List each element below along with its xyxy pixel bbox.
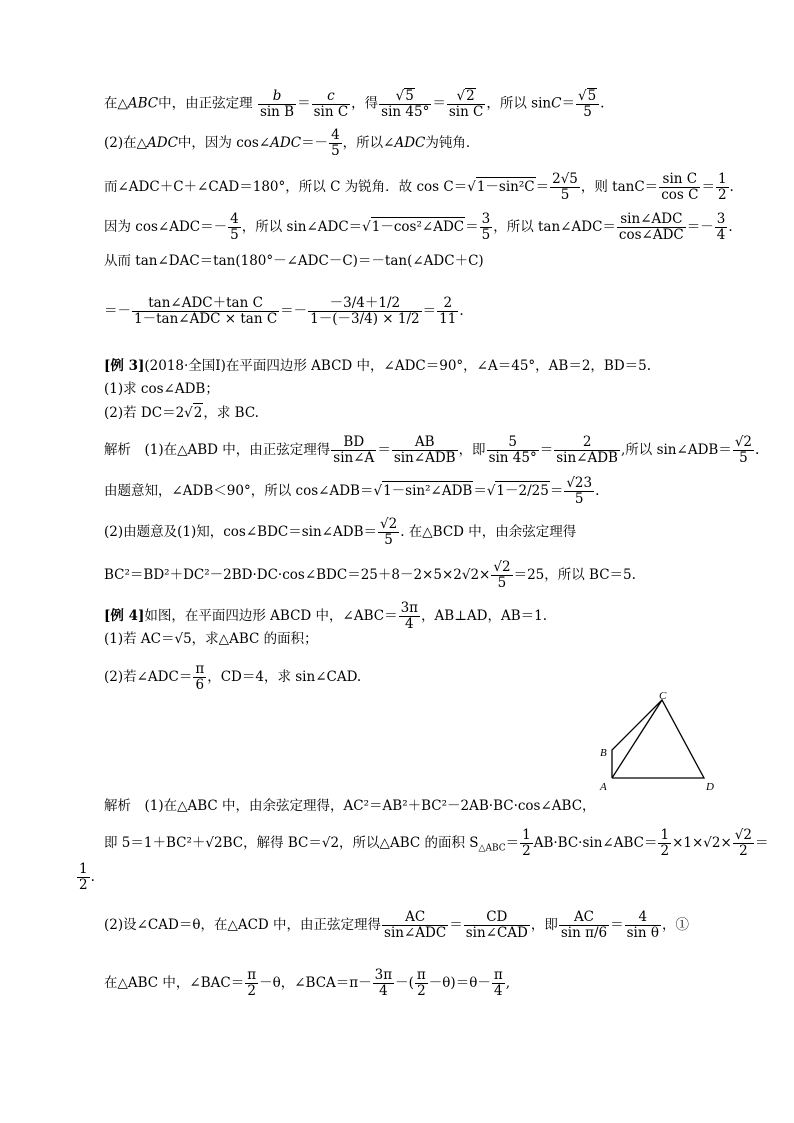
text: ABC bbox=[127, 95, 159, 112]
text: －θ)＝θ－ bbox=[428, 975, 491, 991]
numerator: 4 bbox=[331, 127, 340, 143]
numerator: π bbox=[195, 661, 205, 677]
denominator: 5 bbox=[739, 450, 748, 466]
text: ＝25，所以 BC＝5. bbox=[513, 567, 636, 583]
numerator: BD bbox=[331, 435, 376, 451]
numerator: 3π bbox=[374, 967, 393, 983]
denominator: 1－tan∠ADC × tan C bbox=[134, 311, 278, 327]
numerator: CD bbox=[464, 910, 530, 926]
denominator: sin θ bbox=[626, 925, 659, 941]
fraction bbox=[382, 910, 448, 941]
numerator: sin C bbox=[659, 172, 700, 188]
denominator: sin∠ADB bbox=[393, 450, 456, 466]
numerator: √2 bbox=[734, 434, 753, 450]
numerator: 1 bbox=[79, 861, 88, 877]
line-tan-adc: 因为 cos∠ADC＝－ $\frac{4}{5}$ ，所以 sin∠ADC＝√1－cos²∠ADC＝ $\frac{3}{5}$ ，所以 tan∠ADC＝ $\frac{\text{sin∠ADC}}{\text{cos∠ADC}}$ ＝－ $\frac{3}{4}$ . bbox=[104, 211, 733, 243]
denominator: 5 bbox=[230, 227, 239, 243]
fraction bbox=[564, 476, 594, 507]
numerator: b bbox=[272, 87, 282, 104]
text: . bbox=[459, 303, 464, 319]
fraction bbox=[659, 172, 700, 203]
fraction bbox=[715, 212, 728, 243]
quad-outline bbox=[612, 700, 704, 778]
fraction bbox=[464, 910, 530, 941]
numerator: tan∠ADC＋tan C bbox=[132, 296, 279, 312]
text: (1)求 cos∠ADB； bbox=[104, 381, 219, 397]
example-3-title bbox=[104, 357, 651, 375]
numerator: √23 bbox=[566, 475, 593, 491]
denominator: cos∠ADC bbox=[618, 227, 684, 243]
fraction bbox=[77, 862, 90, 893]
denominator: sin∠ADC bbox=[384, 925, 447, 941]
numerator: －3/4＋1/2 bbox=[308, 296, 421, 312]
numerator: 4 bbox=[625, 910, 661, 926]
text: ＝ bbox=[377, 442, 391, 458]
example-tag: [例 4] bbox=[104, 608, 145, 624]
text: ＝ bbox=[465, 219, 479, 235]
fraction bbox=[312, 89, 351, 120]
text: (2018·全国Ⅰ)在平面四边形 ABCD 中，∠ADC＝90°，∠A＝45°，AB＝2，BD＝5. bbox=[144, 358, 652, 374]
text: ，所以∠ bbox=[342, 135, 395, 151]
fraction bbox=[437, 296, 458, 327]
text: . bbox=[90, 869, 95, 885]
example-3-q2: (2)若 DC＝2√2，求 BC. bbox=[104, 405, 259, 421]
text: ＝ bbox=[755, 835, 769, 851]
label-B: B bbox=[600, 747, 607, 759]
example-4-q1 bbox=[104, 630, 318, 648]
text: ，则 tanC＝ bbox=[580, 179, 659, 195]
text: ＝－ bbox=[301, 135, 329, 151]
line-cos-adc: (2)在△ADC中，因为 cos∠ADC＝－ $\frac{4}{5}$ ，所以∠ADC为钝角． bbox=[104, 127, 480, 159]
fraction bbox=[392, 435, 458, 466]
text: AB·BC·sin∠ABC＝ bbox=[533, 835, 658, 851]
solution-3-line4 bbox=[104, 560, 636, 591]
denominator: 1－(－3/4) × 1/2 bbox=[310, 311, 420, 327]
text: (2)若∠ADC＝ bbox=[104, 669, 193, 685]
radicand: 1－sin²∠ADB bbox=[383, 483, 473, 499]
solution-4-line2 bbox=[104, 828, 769, 859]
denominator: sin C bbox=[448, 104, 484, 120]
text: (2)若 DC＝2 bbox=[104, 405, 185, 421]
denominator: 2 bbox=[522, 843, 531, 859]
text: 在△ bbox=[104, 95, 128, 112]
text: ＝ bbox=[535, 179, 550, 195]
line-tan-dac-result bbox=[104, 296, 464, 327]
fraction bbox=[617, 212, 686, 243]
fraction: $\frac{√5}{\sin 45^\circ}$ bbox=[381, 88, 430, 120]
numerator: 3 bbox=[481, 211, 491, 227]
denominator: sin∠A bbox=[333, 450, 375, 466]
fraction bbox=[228, 212, 241, 243]
text: . bbox=[728, 219, 733, 235]
fraction bbox=[658, 828, 671, 859]
denominator: sin∠CAD bbox=[465, 925, 528, 941]
solution-3-line1 bbox=[104, 435, 759, 466]
denominator: 5 bbox=[331, 143, 340, 159]
numerator: 2 bbox=[554, 435, 620, 451]
text: C bbox=[551, 95, 562, 112]
text: ，所以 tan∠ADC＝ bbox=[493, 219, 616, 235]
line-tan-dac bbox=[104, 252, 484, 270]
denominator: 4 bbox=[716, 227, 726, 243]
text: －θ，∠BCA＝π－ bbox=[259, 975, 372, 991]
numerator: √2 bbox=[734, 827, 752, 843]
denominator: 2 bbox=[417, 983, 426, 999]
numerator: 4 bbox=[230, 211, 239, 227]
text: ，得 bbox=[351, 95, 379, 112]
fraction bbox=[308, 296, 421, 327]
numerator: 3π bbox=[400, 600, 419, 616]
label-A: A bbox=[600, 781, 607, 793]
text: ＝ bbox=[432, 95, 446, 112]
fraction bbox=[554, 435, 620, 466]
example-4-title bbox=[104, 601, 547, 632]
text: 而∠ADC＋C＋∠CAD＝180°，所以 C 为锐角．故 cos C＝ bbox=[104, 179, 468, 195]
denominator: sin 45° bbox=[488, 450, 537, 466]
text: . bbox=[595, 483, 600, 499]
text: ，CD＝4，求 sin∠CAD. bbox=[207, 669, 362, 685]
text: ＝ bbox=[422, 303, 437, 319]
numerator: π bbox=[493, 967, 503, 983]
numerator: c bbox=[327, 87, 335, 104]
text: 为钝角． bbox=[425, 135, 480, 151]
text: 中，由正弦定理 bbox=[158, 95, 253, 112]
denominator: 5 bbox=[481, 227, 491, 243]
numerator: 5 bbox=[487, 435, 539, 451]
numerator: 5 bbox=[587, 88, 597, 104]
fraction bbox=[399, 601, 420, 632]
text: . bbox=[755, 442, 760, 458]
fraction bbox=[331, 435, 376, 466]
fraction bbox=[132, 296, 279, 327]
numerator: 2 bbox=[466, 88, 475, 104]
text: ×1×√2× bbox=[672, 835, 732, 851]
text: ＝ bbox=[561, 95, 575, 112]
numerator: √2 bbox=[493, 559, 511, 575]
denominator: sin π/6 bbox=[560, 925, 608, 941]
denominator: 2 bbox=[739, 843, 748, 859]
denominator: 5 bbox=[583, 104, 592, 120]
text: . bbox=[729, 179, 734, 195]
text: ＝－ bbox=[686, 219, 714, 235]
text: . 在△BCD 中，由余弦定理得 bbox=[400, 524, 577, 540]
diagonal-ac bbox=[612, 700, 662, 778]
text: (1)若 AC＝√5，求△ABC 的面积； bbox=[104, 631, 318, 647]
fraction bbox=[373, 968, 394, 999]
denominator: 5 bbox=[574, 491, 584, 507]
text: ，即 bbox=[530, 917, 558, 933]
text: ＝－ bbox=[104, 303, 131, 319]
numerator: 3 bbox=[716, 211, 726, 227]
denominator: 2 bbox=[717, 187, 727, 203]
text: ,所以 sin∠ADB＝ bbox=[620, 442, 732, 458]
example-3-q1 bbox=[104, 380, 219, 398]
subscript: △ABC bbox=[478, 843, 506, 854]
fraction bbox=[716, 172, 729, 203]
denominator: 2 bbox=[247, 983, 256, 999]
denominator: 6 bbox=[195, 677, 205, 693]
fraction bbox=[492, 968, 505, 999]
fraction bbox=[378, 517, 399, 548]
label-C: C bbox=[659, 690, 667, 702]
denominator: cos C bbox=[661, 187, 699, 203]
text: BC²＝BD²＋DC²－2BD·DC·cos∠BDC＝25＋8－2×5×2√2× bbox=[104, 567, 491, 583]
line-cos-c: 而∠ADC＋C＋∠CAD＝180°，所以 C 为锐角．故 cos C＝√1－sin²C＝ $\frac{2√5}{5}$ ，则 tanC＝ $\frac{\text{sin C}}{\text{cos C}}$ ＝ $\frac{1}{2}$ . bbox=[104, 171, 734, 203]
fraction bbox=[625, 910, 661, 941]
solution-4-line1 bbox=[104, 797, 596, 815]
numerator: 1 bbox=[717, 171, 727, 187]
text: ，① bbox=[661, 917, 689, 933]
text: ＝ bbox=[610, 917, 624, 933]
text: ，即 bbox=[458, 442, 486, 458]
text: ＝ bbox=[449, 917, 463, 933]
numerator: 1 bbox=[660, 827, 670, 843]
fraction bbox=[559, 910, 609, 941]
example-tag: [例 3] bbox=[104, 358, 145, 374]
denominator: 2 bbox=[79, 877, 88, 893]
text: 如图，在平面四边形 ABCD 中，∠ABC＝ bbox=[144, 608, 398, 624]
denominator: 2 bbox=[660, 843, 670, 859]
numerator: AC bbox=[559, 910, 609, 926]
fraction bbox=[520, 828, 533, 859]
radicand: 1－cos²∠ADC bbox=[371, 219, 465, 235]
text: ＝ bbox=[297, 95, 311, 112]
text: ＝－ bbox=[280, 303, 308, 319]
line-sine-law-abc bbox=[104, 88, 604, 120]
text: ＝ bbox=[539, 442, 554, 458]
fraction bbox=[491, 560, 512, 591]
text: ，所以 sin bbox=[486, 95, 552, 112]
fraction bbox=[733, 435, 754, 466]
text: ，所以 sin∠ADC＝ bbox=[241, 219, 363, 235]
text: ，求 BC. bbox=[203, 405, 259, 421]
text: ，AB⊥AD，AB＝1. bbox=[421, 608, 548, 624]
denominator: 4 bbox=[405, 616, 414, 632]
text: 在△ABC 中，∠BAC＝ bbox=[104, 975, 245, 991]
text: . bbox=[600, 95, 605, 112]
text: , bbox=[505, 975, 510, 991]
radicand: 2 bbox=[193, 405, 203, 421]
numerator: π bbox=[416, 967, 426, 983]
fraction bbox=[550, 172, 580, 203]
denominator: 4 bbox=[379, 983, 388, 999]
fraction bbox=[733, 828, 754, 859]
denominator: 11 bbox=[439, 311, 457, 327]
fraction bbox=[329, 128, 342, 159]
fraction: $\frac{√5}{5}$ bbox=[576, 88, 599, 120]
fraction bbox=[480, 212, 493, 243]
text: 解析 (1)在△ABD 中，由正弦定理得 bbox=[104, 442, 331, 458]
quadrilateral-diagram bbox=[596, 690, 726, 794]
text: 中，因为 cos∠ bbox=[177, 135, 271, 151]
denominator: sin B bbox=[259, 103, 295, 120]
text: 因为 cos∠ADC＝－ bbox=[104, 219, 228, 235]
numerator: 5 bbox=[405, 88, 414, 104]
solution-3-line3 bbox=[104, 517, 576, 548]
numerator: 1 bbox=[522, 827, 531, 843]
fraction bbox=[258, 89, 296, 120]
numerator: √2 bbox=[380, 516, 398, 532]
solution-3-line2: 由题意知，∠ADB＜90°，所以 cos∠ADB＝√1－sin²∠ADB＝√1－2/25＝ $\frac{√23}{5}$ . bbox=[104, 475, 600, 507]
radicand: 1－sin²C bbox=[476, 179, 535, 195]
numerator: AB bbox=[392, 435, 458, 451]
solution-4-line5 bbox=[104, 968, 510, 999]
text: 由题意知，∠ADB＜90°，所以 cos∠ADB＝ bbox=[104, 483, 374, 499]
text: 解析 (1)在△ABC 中，由余弦定理得，AC²＝AB²＋BC²－2AB·BC·cos∠ABC， bbox=[104, 798, 596, 814]
denominator: sin 45° bbox=[381, 104, 430, 120]
solution-4-line3 bbox=[76, 862, 95, 893]
radicand: 1－2/25 bbox=[496, 483, 549, 499]
text: (2)在△ bbox=[104, 135, 148, 151]
example-4-q2 bbox=[104, 662, 361, 693]
label-D: D bbox=[706, 781, 714, 793]
text: －( bbox=[395, 975, 414, 991]
text: 从而 tan∠DAC＝tan(180°－∠ADC－C)＝－tan(∠ADC＋C) bbox=[104, 253, 484, 269]
numerator: sin∠ADC bbox=[617, 212, 686, 228]
denominator: 5 bbox=[497, 575, 507, 591]
text: ＝ bbox=[549, 483, 564, 499]
fraction bbox=[415, 968, 428, 999]
text: (2)设∠CAD＝θ，在△ACD 中，由正弦定理得 bbox=[104, 917, 382, 933]
text: 即 5＝1＋BC²＋√2BC，解得 BC＝√2，所以△ABC 的面积 S bbox=[104, 835, 479, 851]
denominator: sin∠ADB bbox=[556, 450, 618, 466]
fraction bbox=[193, 662, 206, 693]
text: ＝ bbox=[473, 483, 487, 499]
fraction bbox=[245, 968, 258, 999]
text: ＝ bbox=[505, 835, 520, 851]
denominator: 5 bbox=[560, 187, 570, 203]
numerator: 2√5 bbox=[552, 171, 578, 187]
text: ＝ bbox=[701, 179, 715, 195]
fraction bbox=[487, 435, 539, 466]
numerator: 2 bbox=[437, 296, 458, 312]
numerator: π bbox=[247, 967, 257, 983]
denominator: 5 bbox=[384, 532, 393, 548]
solution-4-line4 bbox=[104, 910, 689, 941]
denominator: sin C bbox=[313, 103, 349, 120]
text: (2)由题意及(1)知，cos∠BDC＝sin∠ADB＝ bbox=[104, 524, 377, 540]
numerator: AC bbox=[382, 910, 448, 926]
denominator: 4 bbox=[493, 983, 503, 999]
fraction: $\frac{√2}{\text{sin C}}$ bbox=[448, 88, 484, 120]
